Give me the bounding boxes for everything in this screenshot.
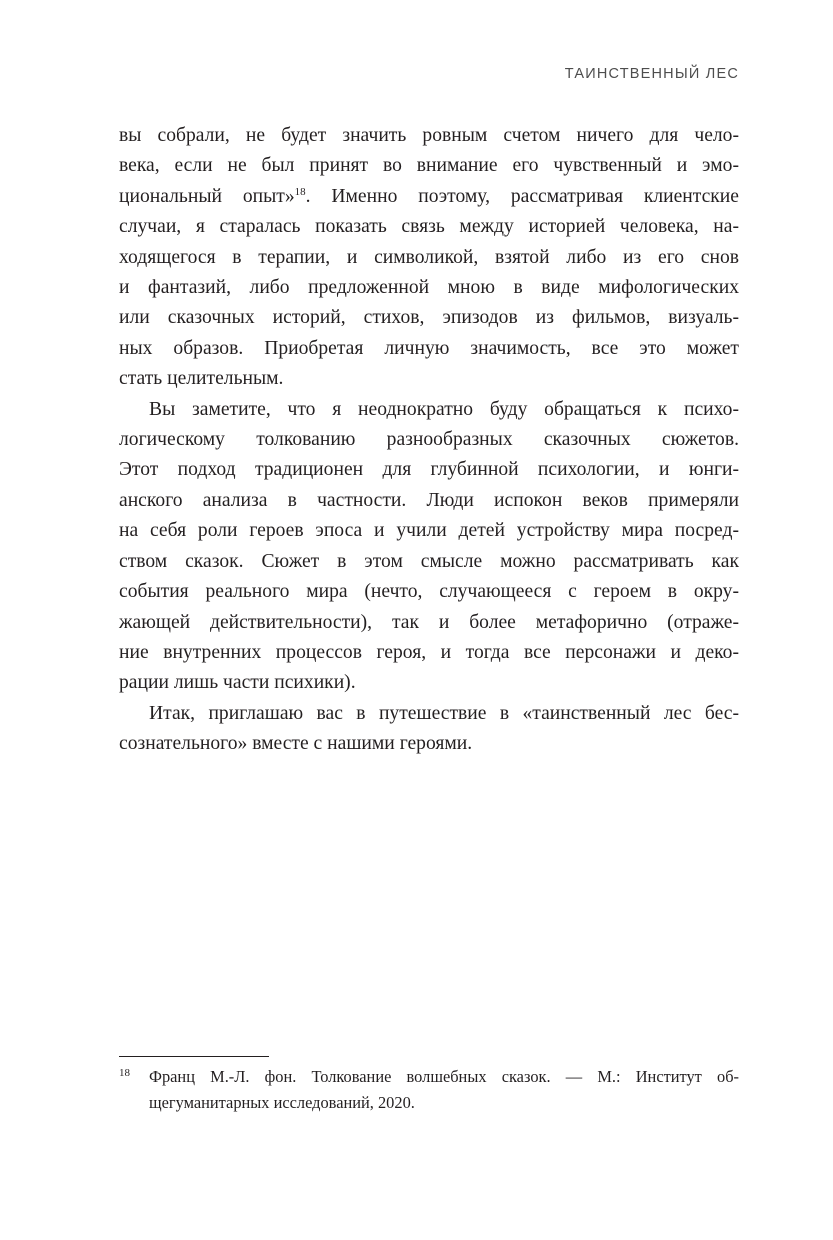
text-line: рации лишь части психики).	[119, 672, 356, 694]
text-line-with-note	[119, 182, 739, 212]
text-line: ством сказок. Сюжет в этом смысле можно рассматривать как	[119, 550, 739, 572]
text-line: случаи, я старалась показать связь между историей человека, на-	[119, 216, 739, 238]
paragraph-1	[119, 121, 739, 395]
paragraph-2	[119, 395, 739, 699]
footnote-separator	[119, 1056, 269, 1057]
text-line: ных образов. Приобретая личную значимость, все это может	[119, 337, 739, 359]
text-line: или сказочных историй, стихов, эпизодов из фильмов, визуаль-	[119, 307, 739, 329]
text-line: и фантазий, либо предложенной мною в виде мифологических	[119, 277, 739, 299]
text-line: логическому толкованию разнообразных сказочных сюжетов.	[119, 429, 739, 451]
text-fragment: циональный опыт»	[119, 185, 295, 207]
footnote-text	[149, 1064, 739, 1115]
text-line: события реального мира (нечто, случающееся с героем в окру-	[119, 581, 739, 603]
text-line: ние внутренних процессов героя, и тогда все персонажи и деко-	[119, 641, 739, 663]
text-line: Вы заметите, что я неоднократно буду обращаться к психо-	[149, 398, 739, 420]
text-line: анского анализа в частности. Люди испокон веков примеряли	[119, 489, 739, 511]
text-fragment: . Именно поэтому, рассматривая клиентские	[305, 185, 739, 207]
footnote-line: Франц М.-Л. фон. Толкование волшебных сказок. — М.: Институт об-	[149, 1067, 739, 1086]
text-line: жающей действительности), так и более метафорично (отраже-	[119, 611, 739, 633]
text-line: Этот подход традиционен для глубинной психологии, и юнги-	[119, 459, 739, 481]
footnote-reference[interactable]: 18	[294, 185, 306, 198]
text-line: вы собрали, не будет значить ровным счетом ничего для чело-	[119, 125, 739, 146]
text-line: Итак, приглашаю вас в путешествие в «таинственный лес бес-	[149, 702, 739, 724]
text-line: на себя роли героев эпоса и учили детей устройству мира посред-	[119, 520, 739, 542]
footnote	[119, 1064, 739, 1115]
text-line: ходящегося в терапии, и символикой, взятой либо из его снов	[119, 246, 739, 268]
text-line: сознательного» вместе с нашими героями.	[119, 733, 473, 755]
paragraph-3	[119, 699, 739, 760]
main-text	[119, 121, 739, 760]
footnote-line: щегуманитарных исследований, 2020.	[149, 1092, 415, 1112]
footnote-number: 18	[119, 1067, 130, 1079]
running-title: ТАИНСТВЕННЫЙ ЛЕС	[564, 66, 739, 82]
text-line: стать целительным.	[119, 368, 284, 390]
text-line: века, если не был принят во внимание его чувственный и эмо-	[119, 155, 739, 177]
